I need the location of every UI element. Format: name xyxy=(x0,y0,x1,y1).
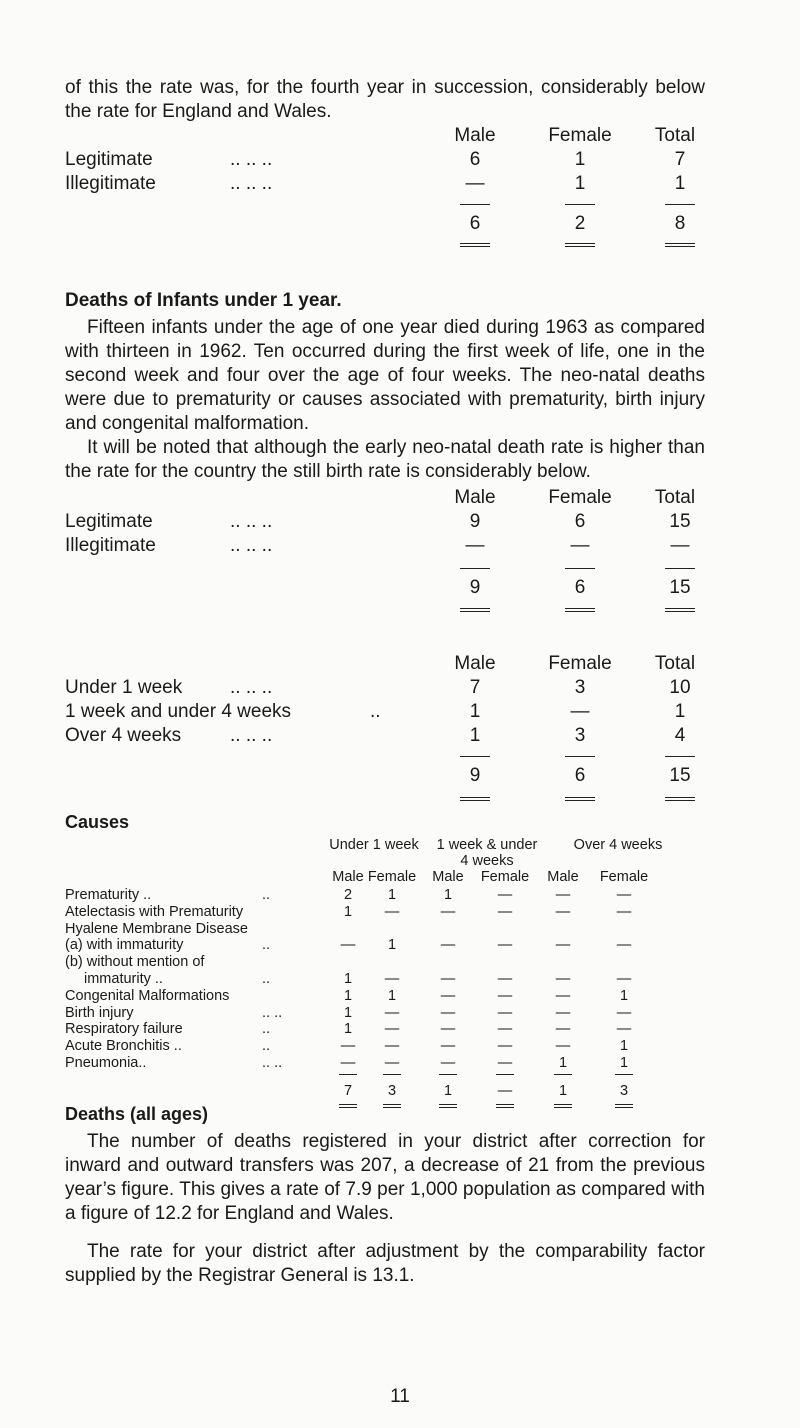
total-female: 2 xyxy=(574,213,586,234)
cause-cell: — xyxy=(384,971,400,987)
cause-cell: 1 xyxy=(343,987,353,1004)
cause-leader-dots: .. xyxy=(262,937,271,954)
cause-cell: — xyxy=(497,987,513,1004)
row-label: Under 1 week xyxy=(65,677,183,698)
cause-cell: — xyxy=(340,1038,356,1055)
cause-cell: — xyxy=(384,1055,400,1071)
double-rule xyxy=(460,243,490,247)
header-female: Female xyxy=(548,653,612,674)
total-male: 9 xyxy=(469,577,481,598)
cause-cell: — xyxy=(616,1021,632,1038)
cause-row-label: (a) with immaturity xyxy=(65,937,184,954)
sub-header: Female xyxy=(480,869,530,885)
cell-male: 6 xyxy=(469,149,481,170)
cause-cell: — xyxy=(440,1021,456,1038)
cause-leader-dots: .. .. xyxy=(262,1055,283,1071)
cause-row-label: Birth injury xyxy=(65,1004,134,1021)
sum-rule xyxy=(665,756,695,757)
cause-cell: — xyxy=(616,1004,632,1021)
header-male: Male xyxy=(454,653,496,674)
double-rule xyxy=(339,1104,357,1108)
cell-total: 10 xyxy=(669,677,691,698)
cause-cell: — xyxy=(497,887,513,903)
row-leader-dots: .. .. .. xyxy=(230,511,273,532)
cause-cell: — xyxy=(555,1038,571,1055)
cause-total: 3 xyxy=(387,1082,397,1099)
sub-header: Female xyxy=(599,869,649,885)
cell-female: 3 xyxy=(574,725,586,746)
sum-rule xyxy=(339,1074,357,1075)
header-total: Total xyxy=(654,487,696,508)
sum-rule xyxy=(439,1074,457,1075)
row-label: Illegitimate xyxy=(65,173,156,194)
cause-cell: 1 xyxy=(387,987,397,1004)
deaths-paragraph-2: The rate for your district after adjustment by the comparability factor supplied by the Registrar General is 13.1. xyxy=(65,1241,705,1286)
cause-cell: — xyxy=(616,903,632,920)
row-leader-dots: .. .. .. xyxy=(230,149,273,170)
cause-total: 1 xyxy=(443,1082,453,1099)
cause-cell: 1 xyxy=(343,1004,353,1021)
double-rule xyxy=(496,1104,514,1108)
cell-female: 6 xyxy=(574,511,586,532)
double-rule xyxy=(460,608,490,612)
cause-cell: — xyxy=(440,937,456,954)
cell-male: — xyxy=(465,535,485,556)
header-total: Total xyxy=(654,125,696,146)
cell-male: 1 xyxy=(469,725,481,746)
double-rule xyxy=(565,243,595,247)
cause-cell: — xyxy=(384,1038,400,1055)
sub-header: Male xyxy=(547,869,579,885)
cause-cell: — xyxy=(440,987,456,1004)
cause-total: — xyxy=(497,1082,513,1099)
cause-row-label: (b) without mention of xyxy=(65,954,205,971)
cause-cell: — xyxy=(616,937,632,954)
double-rule xyxy=(565,797,595,801)
sum-rule xyxy=(383,1074,401,1075)
sum-rule xyxy=(554,1074,572,1075)
row-leader-dots: .. .. .. xyxy=(230,535,273,556)
page-number: 11 xyxy=(390,1386,410,1407)
cell-female: 1 xyxy=(574,173,586,194)
total-all: 15 xyxy=(669,577,691,598)
cause-cell: — xyxy=(497,903,513,920)
cell-male: 1 xyxy=(469,701,481,722)
row-label: 1 week and under 4 weeks xyxy=(65,701,292,722)
cause-cell: — xyxy=(497,1004,513,1021)
cell-female: 1 xyxy=(574,149,586,170)
cause-cell: 1 xyxy=(619,1055,629,1071)
cause-row-label: Congenital Malformations xyxy=(65,987,230,1004)
cause-cell: 1 xyxy=(343,903,353,920)
cause-cell: — xyxy=(555,987,571,1004)
row-label: Legitimate xyxy=(65,511,153,532)
cell-total: 4 xyxy=(674,725,686,746)
sum-rule xyxy=(496,1074,514,1075)
cell-total: — xyxy=(670,535,690,556)
cause-cell: — xyxy=(440,1038,456,1055)
cause-cell: — xyxy=(497,1055,513,1071)
cell-female: — xyxy=(570,535,590,556)
cause-cell: — xyxy=(497,971,513,987)
total-all: 8 xyxy=(674,213,686,234)
infant-paragraph-1: Fifteen infants under the age of one year died during 1963 as compared with thirteen in 1962. Ten occurred during the first week of life, one in the second week and four over the age of four weeks. The neo-natal deaths were due to prematurity or causes associated with prematurity, birth injury and congenital malformation. xyxy=(65,317,705,434)
cause-cell: — xyxy=(616,887,632,903)
cause-cell: — xyxy=(384,903,400,920)
cause-cell: — xyxy=(497,1021,513,1038)
cause-cell: — xyxy=(440,1004,456,1021)
cause-cell: 1 xyxy=(387,937,397,954)
cell-female: — xyxy=(570,701,590,722)
total-all: 15 xyxy=(669,765,691,786)
cell-male: — xyxy=(465,173,485,194)
section-heading-infant-deaths: Deaths of Infants under 1 year. xyxy=(65,290,342,311)
row-leader-dots: .. xyxy=(370,701,381,722)
cause-leader-dots: .. xyxy=(262,1021,271,1038)
cell-total: 15 xyxy=(669,511,691,532)
cause-cell: — xyxy=(555,1004,571,1021)
cell-male: 9 xyxy=(469,511,481,532)
cause-total: 1 xyxy=(558,1082,568,1099)
row-label: Over 4 weeks xyxy=(65,725,182,746)
cause-total: 3 xyxy=(619,1082,629,1099)
cause-leader-dots: .. xyxy=(262,1038,271,1055)
cause-row-label: Prematurity .. xyxy=(65,887,152,903)
cause-leader-dots: .. .. xyxy=(262,1004,283,1021)
sum-rule xyxy=(460,204,490,205)
header-total: Total xyxy=(654,653,696,674)
sub-header: Female xyxy=(367,869,417,885)
group-header: Over 4 weeks xyxy=(573,837,663,853)
cause-cell: — xyxy=(384,1021,400,1038)
sum-rule xyxy=(615,1074,633,1075)
causes-heading: Causes xyxy=(65,812,130,832)
total-male: 9 xyxy=(469,765,481,786)
cell-total: 1 xyxy=(674,173,686,194)
cause-cell: 1 xyxy=(387,887,397,903)
double-rule xyxy=(554,1104,572,1108)
double-rule xyxy=(439,1104,457,1108)
total-male: 6 xyxy=(469,213,481,234)
cause-cell: — xyxy=(555,903,571,920)
cause-cell: — xyxy=(497,937,513,954)
cause-row-label: Atelectasis with Prematurity xyxy=(65,903,244,920)
cause-cell: — xyxy=(555,937,571,954)
sub-header: Male xyxy=(432,869,464,885)
sum-rule xyxy=(460,756,490,757)
cell-total: 7 xyxy=(674,149,686,170)
double-rule xyxy=(383,1104,401,1108)
cause-cell: — xyxy=(340,1055,356,1071)
intro-paragraph: of this the rate was, for the fourth year in succession, considerably below the rate for England and Wales. xyxy=(65,77,705,122)
cause-cell: — xyxy=(384,1004,400,1021)
row-label: Legitimate xyxy=(65,149,153,170)
double-rule xyxy=(665,243,695,247)
cause-cell: 1 xyxy=(558,1055,568,1071)
group-header: Under 1 week xyxy=(329,837,419,853)
sub-header: Male xyxy=(332,869,364,885)
cause-cell: — xyxy=(340,937,356,954)
cause-row-label: Pneumonia.. xyxy=(65,1055,147,1071)
row-leader-dots: .. .. .. xyxy=(230,725,273,746)
total-female: 6 xyxy=(574,577,586,598)
cause-total: 7 xyxy=(343,1082,353,1099)
double-rule xyxy=(665,608,695,612)
sum-rule xyxy=(665,568,695,569)
sum-rule xyxy=(565,204,595,205)
double-rule xyxy=(665,797,695,801)
cause-leader-dots: .. xyxy=(262,887,271,903)
cause-row-label: Respiratory failure xyxy=(65,1021,183,1038)
header-male: Male xyxy=(454,487,496,508)
cause-cell: 2 xyxy=(343,887,353,903)
header-female: Female xyxy=(548,487,612,508)
sum-rule xyxy=(565,568,595,569)
row-leader-dots: .. .. .. xyxy=(230,173,273,194)
cause-cell: — xyxy=(555,1021,571,1038)
infant-paragraph-2: It will be noted that although the early neo-natal death rate is higher than the rate for the country the still birth rate is considerably below. xyxy=(65,437,705,482)
cause-cell: — xyxy=(497,1038,513,1055)
cause-cell: 1 xyxy=(619,987,629,1004)
sum-rule xyxy=(665,204,695,205)
sum-rule xyxy=(565,756,595,757)
header-female: Female xyxy=(548,125,612,146)
cause-row-label: Hyalene Membrane Disease xyxy=(65,920,248,937)
total-female: 6 xyxy=(574,765,586,786)
group-header: 1 week & under xyxy=(436,837,538,853)
header-male: Male xyxy=(454,125,496,146)
cell-female: 3 xyxy=(574,677,586,698)
cause-row-label: immaturity .. xyxy=(84,971,163,987)
double-rule xyxy=(460,797,490,801)
cause-cell: — xyxy=(555,887,571,903)
section-heading-deaths-all-ages: Deaths (all ages) xyxy=(65,1104,209,1124)
cell-male: 7 xyxy=(469,677,481,698)
cause-cell: — xyxy=(555,971,571,987)
cause-cell: 1 xyxy=(443,887,453,903)
row-leader-dots: .. .. .. xyxy=(230,677,273,698)
deaths-paragraph-1: The number of deaths registered in your district after correction for inward and outward transfers was 207, a decrease of 21 from the previous year’s figure. This gives a rate of 7.9 per 1,000 population as compared with a figure of 12.2 for England and Wales. xyxy=(65,1131,705,1224)
cause-leader-dots: .. xyxy=(262,971,271,987)
sum-rule xyxy=(460,568,490,569)
row-label: Illegitimate xyxy=(65,535,156,556)
cause-cell: 1 xyxy=(343,971,353,987)
double-rule xyxy=(565,608,595,612)
cause-cell: 1 xyxy=(619,1038,629,1055)
cause-cell: — xyxy=(440,1055,456,1071)
cell-total: 1 xyxy=(674,701,686,722)
group-header: 4 weeks xyxy=(460,853,514,869)
cause-cell: — xyxy=(440,971,456,987)
cause-cell: — xyxy=(616,971,632,987)
cause-cell: 1 xyxy=(343,1021,353,1038)
cause-cell: — xyxy=(440,903,456,920)
cause-row-label: Acute Bronchitis .. xyxy=(65,1038,182,1055)
double-rule xyxy=(615,1104,633,1108)
